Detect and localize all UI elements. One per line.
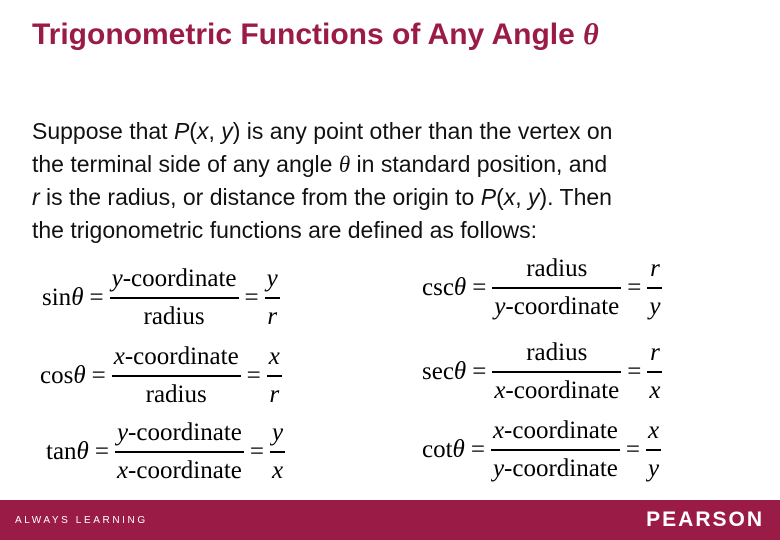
footer-bar [0,500,780,540]
fn-label: sin [42,284,72,311]
denominator: x-coordinate [116,456,242,484]
paragraph-line-4: the trigonometric functions are defined as follows: [32,216,537,243]
text-run: ( [496,184,504,210]
numerator: x [268,343,280,371]
denominator: x [272,456,284,484]
numerator: x-coordinate [113,343,239,371]
equals-sign: = [472,358,487,385]
text-run: in standard position, and [350,150,608,177]
function-name [42,284,83,312]
formula-sec [422,332,662,412]
denominator: radius [143,302,205,330]
text-run: ). Then [539,184,612,210]
denominator: y [648,454,660,482]
word-fraction [112,342,241,410]
theta-symbol: θ [452,436,465,463]
formula-tan [46,412,285,492]
denominator: r [267,302,278,330]
equals-sign: = [472,274,487,301]
var-r: r [32,184,40,210]
equals-sign: = [627,358,642,385]
text-run: , [515,184,529,210]
text-run: Suppose that [32,118,174,144]
symbol-fraction [265,264,280,332]
word-fraction [492,254,621,322]
var-y: y [221,118,233,144]
word-fraction [492,338,621,406]
function-name [46,438,89,466]
formula-sin [42,258,280,338]
equals-sign: = [249,438,264,465]
theta-symbol: θ [453,274,467,301]
denominator: x-coordinate [494,376,620,404]
fn-label: tan [46,438,77,465]
function-name [422,358,466,386]
numerator: y [266,265,278,293]
function-name [422,274,466,302]
symbol-fraction [647,254,662,322]
var-x: x [503,184,516,210]
text-run: ( [189,118,197,144]
numerator: x [648,417,660,445]
equals-sign: = [91,362,106,389]
fn-label: cot [422,436,453,463]
numerator: y [272,419,284,447]
symbol-fraction [270,418,285,486]
numerator: r [650,255,660,283]
equals-sign: = [94,438,109,465]
numerator: y-coordinate [116,419,242,447]
fraction-bar [110,297,239,299]
theta-symbol: θ [453,358,467,385]
text-run: the terminal side of any angle [32,150,339,177]
definition-paragraph [32,115,752,246]
equals-sign: = [89,284,104,311]
denominator: radius [145,380,207,408]
theta-symbol: θ [76,438,89,465]
numerator: radius [526,339,588,367]
paragraph-line-3 [32,181,752,214]
paragraph-line-1 [32,115,752,148]
footer-tagline: ALWAYS LEARNING [15,515,148,526]
var-y: y [528,184,540,210]
fraction-bar [491,449,620,451]
theta-symbol: θ [71,284,84,311]
fn-label: cos [40,362,74,389]
word-fraction [110,264,239,332]
denominator: r [269,380,280,408]
numerator: x-coordinate [492,417,618,445]
fraction-bar [270,451,285,453]
fraction-bar [647,371,662,373]
fraction-bar [265,297,280,299]
equals-sign: = [244,284,259,311]
fraction-bar [267,375,282,377]
denominator: y [649,292,661,320]
denominator: y-coordinate [492,454,618,482]
theta-symbol: θ [583,18,599,51]
point-p: P [173,118,190,144]
numerator: radius [526,255,588,283]
fn-label: sec [422,358,454,385]
fraction-bar [492,371,621,373]
pearson-logo: PEARSON [646,508,764,531]
formula-csc [422,248,662,328]
equals-sign: = [470,436,485,463]
denominator: x [649,376,661,404]
formula-cos [40,336,282,416]
point-p: P [480,184,497,210]
fraction-bar [115,451,244,453]
fraction-bar [646,449,661,451]
denominator: y-coordinate [494,292,620,320]
var-x: x [196,118,209,144]
symbol-fraction [267,342,282,410]
function-name [422,436,465,464]
equals-sign: = [625,436,640,463]
fraction-bar [492,287,621,289]
text-run: , [208,118,222,144]
numerator: r [650,339,660,367]
slide-title-text: Trigonometric Functions of Any Angle [32,18,575,51]
function-name [40,362,86,390]
text-run: ) is any point other than the vertex on [232,118,613,144]
paragraph-line-2 [32,148,752,182]
word-fraction [115,418,244,486]
fn-label: csc [422,274,454,301]
numerator: y-coordinate [111,265,237,293]
theta-symbol: θ [338,151,351,177]
symbol-fraction [646,416,661,484]
fraction-bar [112,375,241,377]
word-fraction [491,416,620,484]
slide-title [32,18,599,52]
symbol-fraction [647,338,662,406]
equals-sign: = [246,362,261,389]
fraction-bar [647,287,662,289]
formula-cot [422,410,661,490]
theta-symbol: θ [73,362,86,389]
text-run: is the radius, or distance from the origin to [39,184,481,210]
equals-sign: = [627,274,642,301]
